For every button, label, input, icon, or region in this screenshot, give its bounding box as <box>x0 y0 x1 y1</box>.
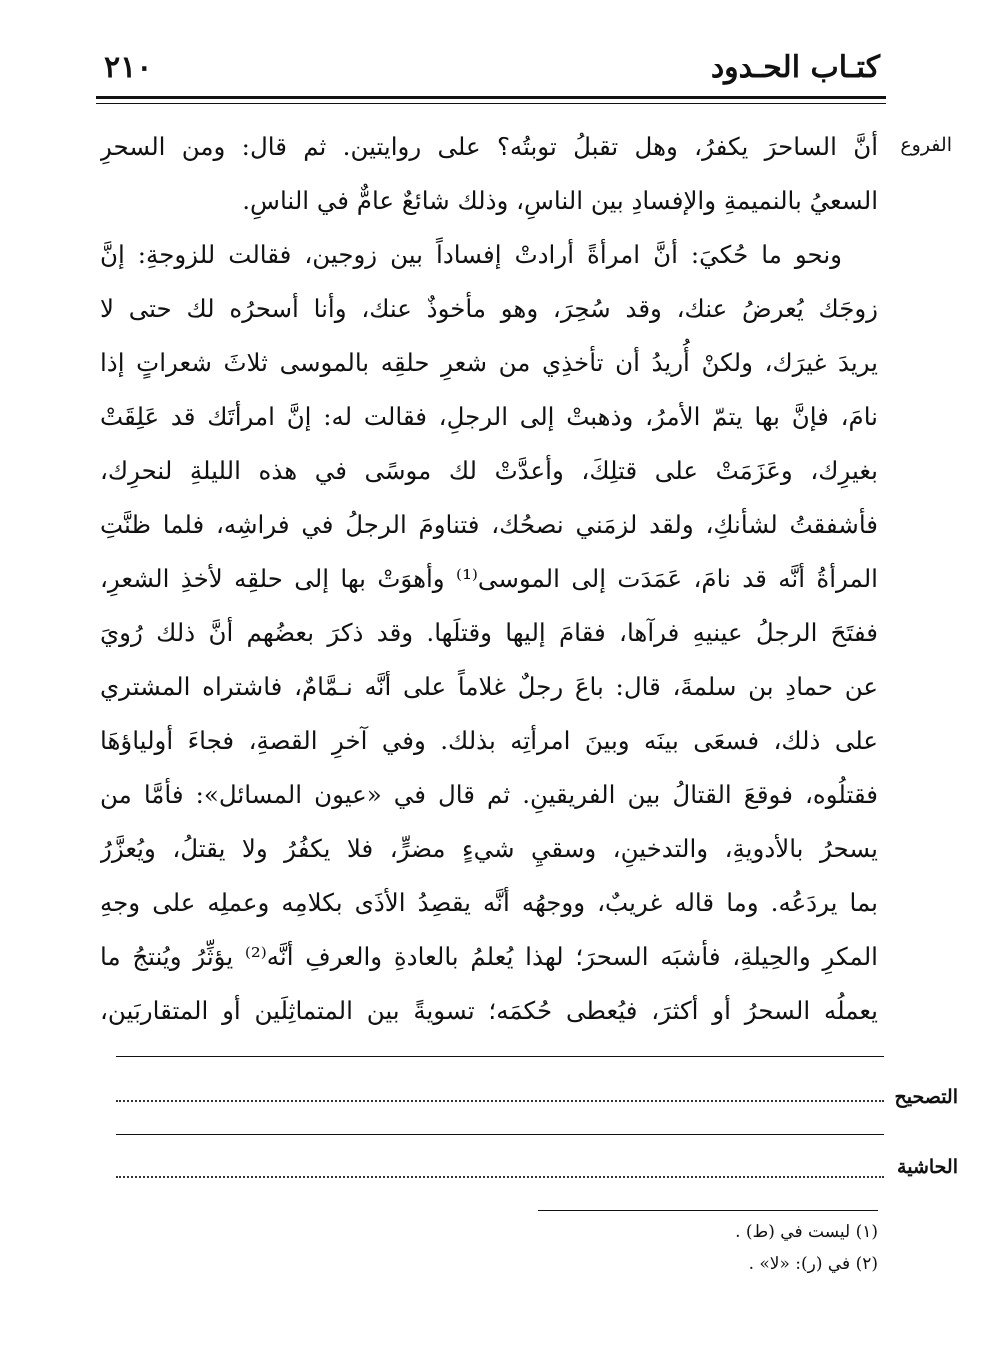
header-rule-thick <box>96 96 886 99</box>
header-rule-thin <box>96 103 886 104</box>
form-rule-1 <box>116 1056 884 1057</box>
text-line: بغيرِك، وعَزَمَتْ على قتلِكَ، وأعدَّتْ لك موسًى في هذه الليلةِ لنحرِك، <box>100 456 878 485</box>
page-number: ٢١٠ <box>104 50 153 85</box>
text-line: يعملُه السحرُ أو أكثرَ، فيُعطى حُكمَه؛ تسويةً بين المتماثِلَين أو المتقاربَين، <box>100 996 878 1025</box>
form-rule-2 <box>116 1134 884 1135</box>
correction-dotted-line <box>116 1100 884 1102</box>
footnote-2: (٢) في (ر): «لا» . <box>748 1254 878 1274</box>
text-line: يسحرُ بالأدويةِ، والتدخينِ، وسقيِ شيءٍ مضرٍّ، فلا يكفُرُ ولا يقتلُ، ويُعزَّرُ <box>100 834 878 863</box>
book-title: كتـاب الحـدود <box>710 50 880 85</box>
footnote-separator <box>538 1210 878 1211</box>
text-line: يريدَ غيرَك، ولكنْ أُريدُ أن تأخذِي من شعرِ حلقِه بالموسى ثلاثَ شعراتٍ إذا <box>100 348 878 377</box>
text-line: ففتَحَ الرجلُ عينيهِ فرآها، فقامَ إليها وقتلَها. وقد ذكرَ بعضُهم أنَّ ذلك رُويَ <box>100 618 878 647</box>
text-line: السعيُ بالنميمةِ والإفسادِ بين الناسِ، وذلك شائعٌ عامٌّ في الناسِ. <box>242 186 878 215</box>
text-line: المكرِ والحِيلةِ، فأشبَه السحرَ؛ لهذا يُعلمُ بالعادةِ والعرفِ أنَّه⁽²⁾ يؤثِّرُ ويُنتجُ ما <box>100 942 878 971</box>
margin-label: الحاشية <box>897 1156 958 1178</box>
margin-dotted-line <box>116 1176 884 1178</box>
text-line: ونحو ما حُكيَ: أنَّ امرأةً أرادتْ إفساداً بين زوجين، فقالت للزوجةِ: إنَّ <box>100 240 842 269</box>
text-line: أنَّ الساحرَ يكفرُ، وهل تقبلُ توبتُه؟ على روايتين. ثم قال: ومن السحرِ <box>100 132 878 161</box>
text-line: على ذلك، فسعَى بينَه وبينَ امرأتِه بذلك. وفي آخرِ القصةِ، فجاءَ أولياؤهَا <box>100 726 878 755</box>
correction-label: التصحيح <box>894 1086 958 1108</box>
text-line: نامَ، فإنَّ بها يتمّ الأمرُ، وذهبتْ إلى الرجلِ، فقالت له: إنَّ امرأتَك قد عَلِقَتْ <box>100 402 878 431</box>
section-label: الفروع <box>900 134 952 156</box>
text-line: فأشفقتُ لشأنكِ، ولقد لزمَني نصحُك، فتناومَ الرجلُ في فراشِه، فلما ظنَّتِ <box>100 510 878 539</box>
text-line: المرأةُ أنَّه قد نامَ، عَمَدَت إلى الموسى⁽¹⁾ وأهوَتْ بها إلى حلقِه لأخذِ الشعرِ، <box>100 564 878 593</box>
body-text <box>100 120 878 1038</box>
footnote-1: (١) ليست في (ط) . <box>735 1222 878 1242</box>
text-line: عن حمادِ بن سلمةَ، قال: باعَ رجلٌ غلاماً على أنَّه نـمَّامٌ، فاشتراه المشتري <box>100 672 878 701</box>
text-line: زوجَك يُعرضُ عنك، وقد سُحِرَ، وهو مأخوذٌ عنك، وأنا أسحرُه لك حتى لا <box>100 294 878 323</box>
text-line: بما يردَعُه. وما قاله غريبٌ، ووجهُه أنَّه يقصِدُ الأذَى بكلامِه وعملِه على وجهِ <box>100 888 878 917</box>
text-line: فقتلُوه، فوقعَ القتالُ بين الفريقينِ. ثم قال في «عيون المسائل»: فأمَّا من <box>100 780 878 809</box>
